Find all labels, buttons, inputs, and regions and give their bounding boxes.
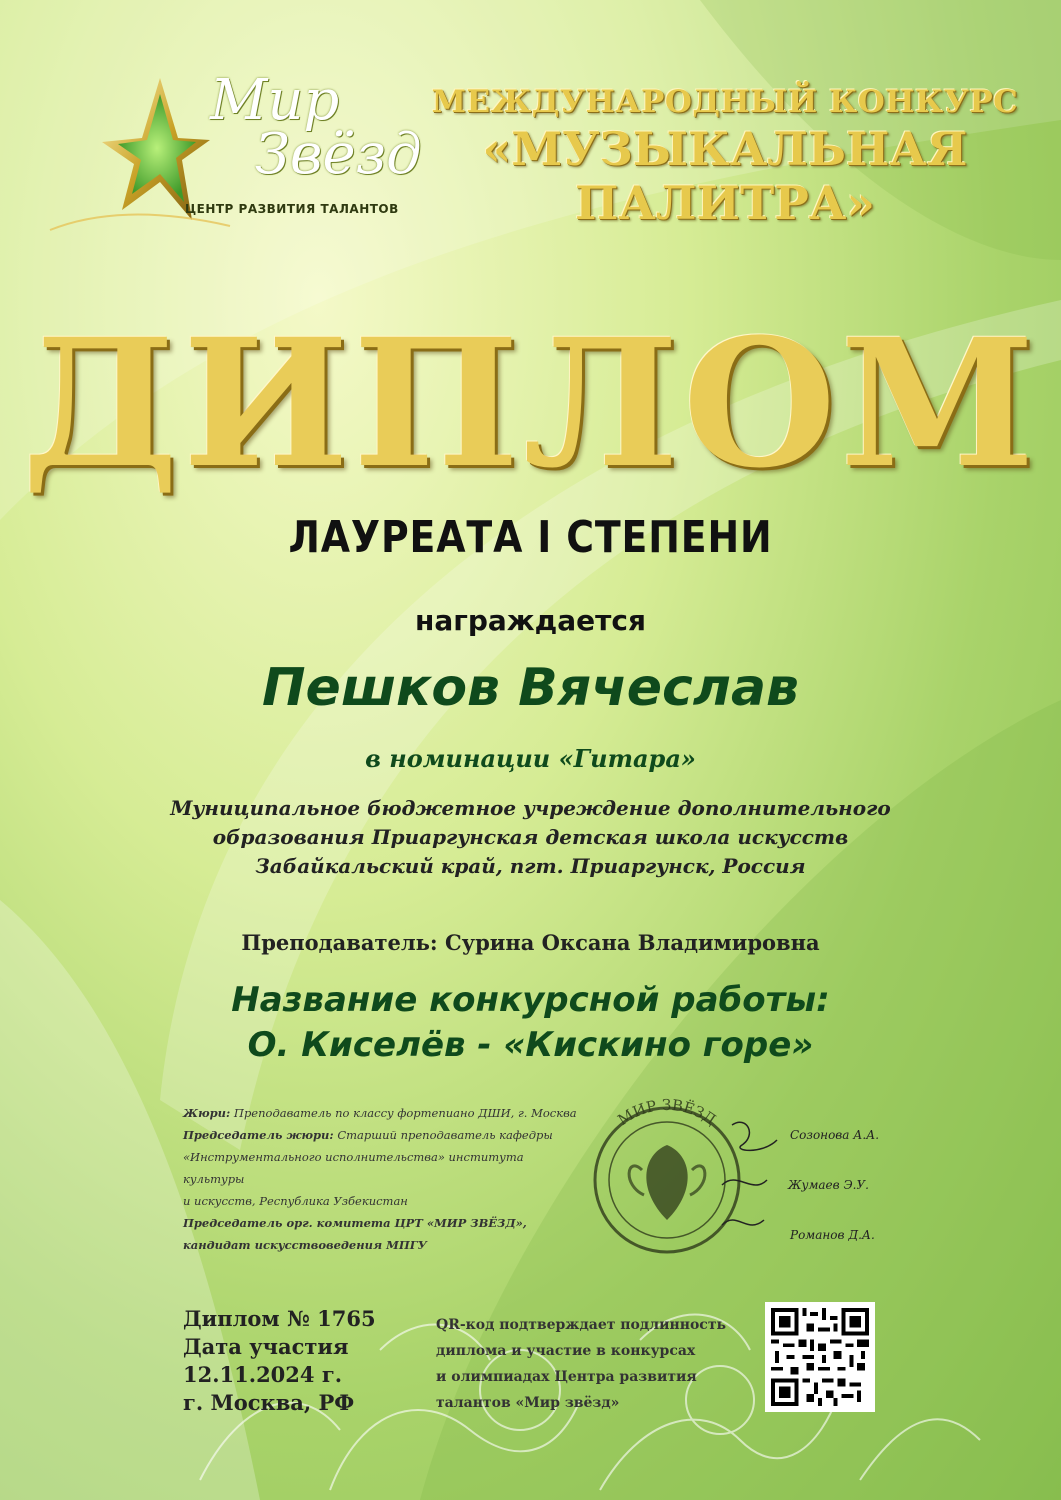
jury-line — [183, 1102, 583, 1124]
organization-line2: образования Приаргунская детская школа искусств — [212, 825, 849, 849]
diploma-heading: ДИПЛОМ — [22, 300, 1039, 507]
logo-text-line2: Звёзд — [255, 122, 422, 187]
organization-line1: Муниципальное бюджетное учреждение дополнительного — [170, 796, 891, 820]
recipient-name: Пешков Вячеслав — [262, 658, 799, 718]
participation-date: 12.11.2024 г. — [183, 1362, 343, 1387]
signature-name-2: Жумаев Э.У. — [788, 1178, 869, 1192]
jury-text: Преподаватель по классу фортепиано ДШИ, г. Москва — [233, 1106, 577, 1120]
signature-name-3: Романов Д.А. — [790, 1228, 875, 1242]
nomination: в номинации «Гитара» — [365, 744, 696, 773]
stamp-text: МИР ЗВЁЗД — [614, 1095, 720, 1130]
contest-title-line2: «МУЗЫКАЛЬНАЯ — [482, 122, 968, 176]
qr-note-line3: и олимпиадах Центра развития — [436, 1369, 697, 1385]
contest-title — [430, 82, 1020, 230]
jury-chair-label: Председатель жюри: — [183, 1128, 334, 1142]
logo — [40, 60, 420, 260]
jury-label: Жюри: — [183, 1106, 231, 1120]
diploma-number: Диплом № 1765 — [183, 1306, 376, 1331]
date-label: Дата участия — [183, 1334, 349, 1359]
signature-name-1: Созонова А.А. — [790, 1128, 880, 1142]
organization — [0, 794, 1061, 881]
contest-title-line1: МЕЖДУНАРОДНЫЙ КОНКУРС — [431, 84, 1019, 120]
jury-chair-line — [183, 1124, 583, 1146]
svg-text:МИР ЗВЁЗД — [614, 1096, 719, 1129]
contest-title-line3: ПАЛИТРА» — [574, 176, 876, 230]
qr-note-line1: QR-код подтверждает подлинность — [436, 1317, 727, 1333]
stamp-icon — [572, 1085, 782, 1255]
work-title-line1: Название конкурсной работы: — [231, 980, 830, 1020]
qr-note-line4: талантов «Мир звёзд» — [436, 1395, 620, 1411]
city: г. Москва, РФ — [183, 1390, 355, 1415]
degree-title: ЛАУРЕАТА I СТЕПЕНИ — [288, 512, 773, 563]
jury-chair-text: Старший преподаватель кафедры — [337, 1128, 553, 1142]
organization-line3: Забайкальский край, пгт. Приаргунск, Россия — [255, 854, 806, 878]
logo-subtitle: ЦЕНТР РАЗВИТИЯ ТАЛАНТОВ — [185, 202, 399, 216]
awarded-label: награждается — [415, 604, 646, 637]
qr-note — [436, 1312, 736, 1416]
work-title-line2: О. Киселёв - «Кискино горе» — [247, 1025, 814, 1065]
org-chair-text: кандидат искусствоведения МПГУ — [183, 1238, 427, 1252]
org-chair-label: Председатель орг. комитета ЦРТ «МИР ЗВЁЗД», — [183, 1216, 527, 1230]
jury-chair-text3: и искусств, Республика Узбекистан — [183, 1194, 408, 1208]
diploma-info — [183, 1305, 376, 1417]
jury-block — [183, 1102, 583, 1256]
logo-text-line1: Мир — [210, 68, 340, 133]
qr-note-line2: диплома и участие в конкурсах — [436, 1343, 696, 1359]
teacher: Преподаватель: Сурина Оксана Владимировна — [241, 930, 820, 955]
jury-chair-text2: «Инструментального исполнительства» института культуры — [183, 1150, 524, 1186]
work-title — [0, 978, 1061, 1068]
qr-code-icon[interactable] — [765, 1302, 875, 1412]
